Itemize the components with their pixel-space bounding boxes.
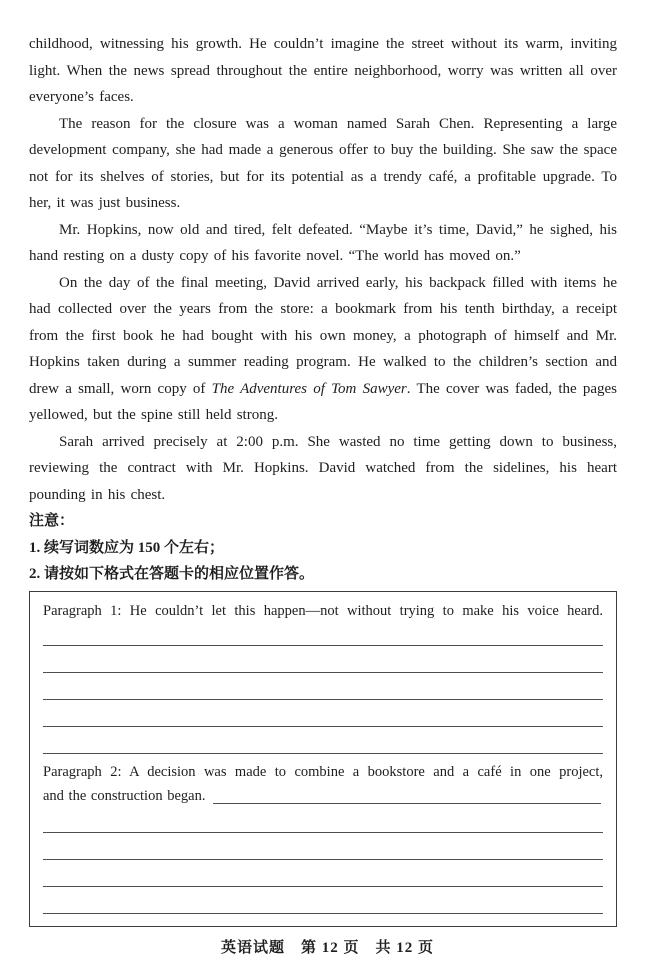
paragraph-2-prompt-line-2 [43, 784, 603, 808]
inline-writing-line [213, 784, 601, 804]
writing-line [43, 646, 603, 673]
page-footer: 英语试题 第 12 页 共 12 页 [220, 940, 434, 956]
paragraph-2-prompt-line-1: Paragraph 2: A decision was made to combine a bookstore and a café in one project, [43, 763, 603, 780]
passage-paragraph-sarah-arrival: Sarah arrived precisely at 2:00 p.m. She wasted no time getting down to business, reviewing the contract with Mr. Hopkins. David watched from the sidelines, his heart pounding in his chest. [29, 433, 617, 503]
passage-paragraph-final-meeting [29, 270, 617, 429]
writing-line [43, 673, 603, 700]
writing-line [43, 833, 603, 860]
writing-line [43, 623, 603, 646]
paragraph-2-prompt [43, 760, 603, 808]
page-content [29, 31, 617, 927]
passage-paragraph-reason: The reason for the closure was a woman named Sarah Chen. Representing a large development company, she had made a generous offer to buy the building. She saw the space not for its shelves of stories, but for its potential as a trendy café, a profitable upgrade. To her, it was just business. [29, 115, 617, 211]
note-item-answer-format: 2. 请按如下格式在答题卡的相应位置作答。 [29, 566, 315, 582]
note-item-word-count: 1. 续写词数应为 150 个左右； [29, 539, 225, 556]
writing-line [43, 887, 603, 914]
book-title: The Adventures of Tom Sawyer [211, 380, 407, 397]
paragraph-1-prompt: Paragraph 1: He couldn’t let this happen—not without trying to make his voice heard. [43, 602, 603, 619]
passage-paragraph-hopkins: Mr. Hopkins, now old and tired, felt defeated. “Maybe it’s time, David,” he sighed, his hand resting on a dusty copy of his favorite novel. “The world has moved on.” [29, 221, 617, 264]
paragraph-text-after-title: . The cover was faded, the pages yellowed, but the spine still held strong. [29, 380, 618, 423]
paragraph-text-before-title: On the day of the final meeting, David arrived early, his backpack filled with items he had collected over the years from the store: a bookmark from his tenth birthday, a receipt from the first book he had bought with his own money, a photograph of himself and Mr. Hopkins taken during a summer reading program. He walked to the children’s section and drew a small, worn copy of [29, 274, 617, 397]
paragraph-2-prompt-line-2-text: and the construction began. [43, 787, 206, 804]
writing-line [43, 700, 603, 727]
passage-paragraph-continuation: childhood, witnessing his growth. He couldn’t imagine the street without its warm, inviting light. When the news spread throughout the entire neighborhood, worry was written all over everyone’s faces. [29, 36, 617, 105]
writing-line [43, 808, 603, 833]
writing-line [43, 860, 603, 887]
answer-box [29, 591, 617, 927]
notes-heading: 注意： [29, 513, 75, 529]
writing-line [43, 727, 603, 754]
